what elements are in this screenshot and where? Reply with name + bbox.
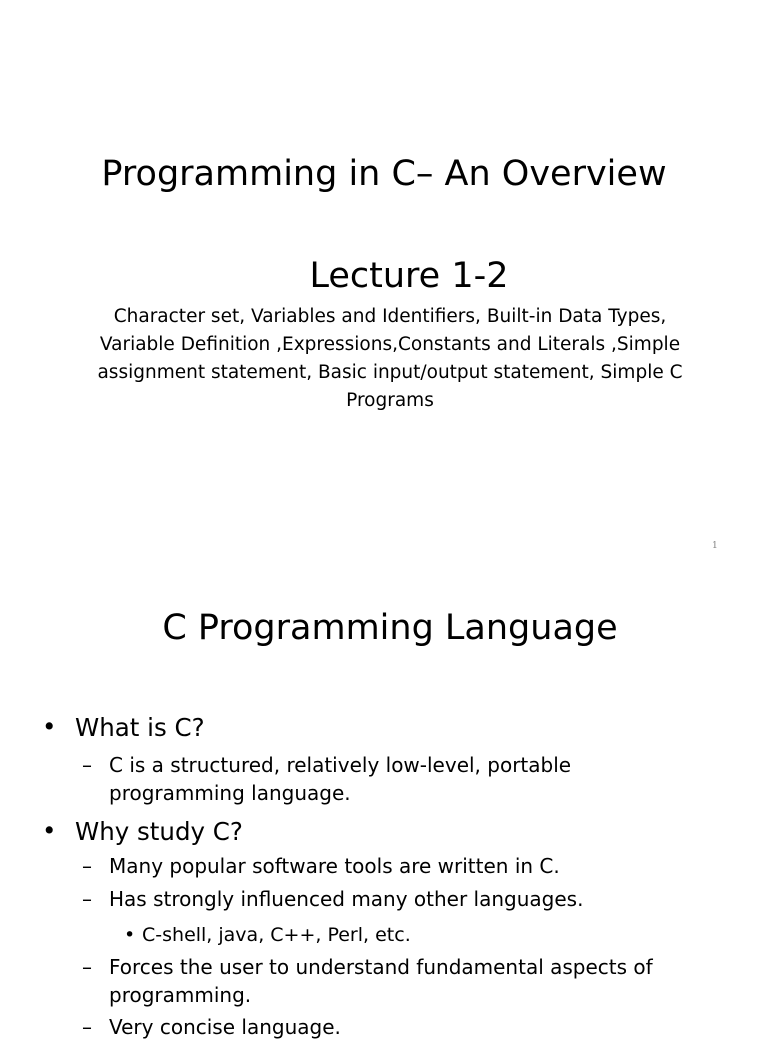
list-item: Many popular software tools are written in C. — [109, 854, 560, 878]
bullet-marker: • — [124, 924, 136, 946]
list-item: C-shell, java, C++, Perl, etc. — [142, 924, 411, 946]
slide-1-title: Programming in C– An Overview — [101, 154, 667, 194]
list-item: Why study C? — [75, 817, 243, 846]
list-item: Very concise language. — [109, 1015, 341, 1039]
list-item: Has strongly influenced many other languages. — [109, 887, 584, 911]
slide-2 — [0, 576, 768, 1039]
slide-1-description: Character set, Variables and Identifiers, Built-in Data Types, Variable Definition ,Expressions,Constants and Literals ,Simple assignment statement, Basic input/output statement, Simple C Programs — [97, 306, 683, 411]
list-item: programming language. — [109, 781, 351, 805]
dash-marker: – — [82, 854, 92, 878]
slide-2-title: C Programming Language — [162, 608, 618, 648]
dash-marker: – — [82, 1015, 92, 1039]
dash-marker: – — [82, 887, 92, 911]
dash-marker: – — [82, 955, 92, 979]
list-item: programming. — [109, 983, 252, 1007]
dash-marker: – — [82, 753, 92, 777]
bullet-marker: • — [42, 712, 57, 741]
list-item: C is a structured, relatively low-level, portable — [109, 753, 572, 777]
list-item: Forces the user to understand fundamental aspects of — [109, 955, 653, 979]
slide-1-subtitle: Lecture 1-2 — [309, 256, 509, 296]
bullet-marker: • — [42, 816, 57, 845]
list-item: What is C? — [75, 713, 205, 742]
page-number: 1 — [712, 541, 718, 551]
bullet-list — [0, 576, 768, 1039]
